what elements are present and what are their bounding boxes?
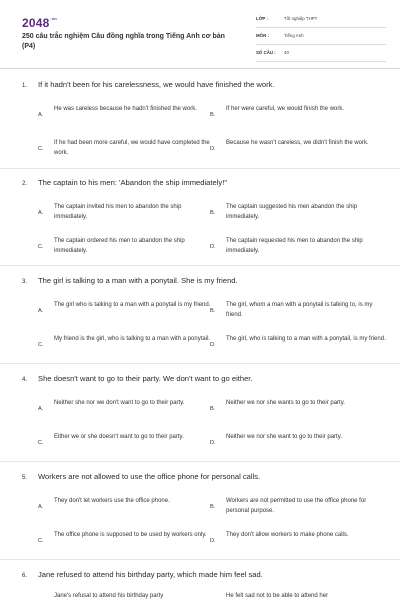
meta-value: 40 [284, 50, 289, 55]
option-letter: D. [210, 342, 216, 348]
option-text: The captain suggested his men abandon the ship immediately. [226, 204, 358, 220]
question-stem [22, 178, 227, 187]
question-text: If it hadn't been for his carelessness, we would have finished the work. [38, 80, 275, 89]
option-letter: D. [210, 146, 216, 152]
option-letter: C. [38, 440, 44, 446]
question-number: 3. [22, 279, 28, 285]
option-letter: C. [38, 538, 44, 544]
option-text: They don't allow workers to make phone calls. [226, 532, 349, 538]
option-text: Workers are not permitted to use the office phone for personal purpose. [226, 498, 367, 514]
option-text: If her were careful, we would finish the work. [226, 106, 345, 112]
question-stem [22, 80, 275, 89]
option-text: The captain invited his men to abandon the ship immediately. [54, 204, 182, 220]
option-letter: A. [38, 210, 44, 216]
question-text: She doesn't want to go to their party. We don't want to go either. [38, 374, 253, 383]
option-c[interactable] [38, 236, 216, 256]
option-b[interactable] [210, 104, 388, 124]
logo-number: 2048 [22, 16, 50, 30]
question-text: The girl is talking to a man with a ponytail. She is my friend. [38, 276, 238, 285]
option-letter: C. [38, 146, 44, 152]
question-number: 4. [22, 377, 28, 383]
option-a[interactable] [38, 300, 216, 320]
option-a[interactable] [38, 496, 216, 516]
question-number: 2. [22, 181, 28, 187]
option-letter: B. [210, 210, 216, 216]
option-d[interactable] [210, 334, 388, 354]
meta-table [256, 14, 386, 65]
question-text: The captain to his men: 'Abandon the ship immediately!" [38, 178, 228, 187]
option-text: Jane's refusal to attend his birthday party [54, 593, 164, 599]
option-letter: B. [210, 504, 216, 510]
option-text: Because he wasn't careless, we didn't finish the work. [226, 140, 369, 146]
meta-key: SỐ CÂU : [256, 50, 276, 55]
option-b[interactable] [210, 496, 388, 516]
option-letter: D. [210, 538, 216, 544]
option-letter: B. [210, 406, 216, 412]
question-number: 5. [22, 475, 28, 481]
meta-value: Tốt nghiệp THPT [284, 16, 318, 21]
option-letter: C. [38, 342, 44, 348]
option-c[interactable] [38, 432, 216, 452]
option-text: Either we or she doesn't want to go to their party. [54, 434, 184, 440]
option-text: The girl, who is talking to a man with a ponytail, is my friend. [226, 336, 386, 342]
divider [0, 168, 400, 169]
question-text: Workers are not allowed to use the office phone for personal calls. [38, 472, 261, 481]
option-b[interactable] [210, 398, 388, 418]
option-letter: A. [38, 112, 44, 118]
option-letter: A. [38, 406, 44, 412]
option-a[interactable] [38, 398, 216, 418]
option-letter: B. [210, 308, 216, 314]
question-text: Jane refused to attend his birthday party, which made him feel sad. [38, 570, 263, 579]
option-text: Neither we nor she want to go to their party. [226, 434, 342, 440]
option-c[interactable] [38, 530, 216, 550]
option-letter: D. [210, 244, 216, 250]
option-d[interactable] [210, 138, 388, 158]
question-number: 6. [22, 573, 28, 579]
option-d[interactable] [210, 530, 388, 550]
option-text: The captain requested his men to abandon the ship immediately. [226, 238, 363, 254]
question-stem [22, 472, 260, 481]
option-text: The captain ordered his men to abandon the ship immediately. [54, 238, 185, 254]
divider [0, 559, 400, 560]
option-text: The girl, whom a man with a ponytail is talking to, is my friend. [226, 302, 373, 318]
option-b[interactable] [210, 300, 388, 320]
option-text: Neither we nor she wants to go to their party. [226, 400, 345, 406]
option-a[interactable] [38, 104, 216, 124]
question-stem [22, 276, 238, 285]
meta-row-count [256, 48, 386, 62]
option-text: My friend is the girl, who is talking to a man with a ponytail. [54, 336, 211, 342]
option-text: They don't let workers use the office phone. [54, 498, 170, 504]
option-letter: A. [38, 504, 44, 510]
option-b[interactable] [210, 202, 388, 222]
option-text: The office phone is supposed to be used by workers only. [54, 532, 207, 538]
option-text: The girl who is talking to a man with a ponytail is my friend. [54, 302, 211, 308]
site-logo[interactable] [22, 16, 57, 30]
option-letter: A. [38, 308, 44, 314]
divider [0, 265, 400, 266]
meta-key: LỚP : [256, 16, 268, 21]
meta-row-subject [256, 31, 386, 45]
option-d[interactable] [210, 236, 388, 256]
option-letter: B. [210, 112, 216, 118]
option-text: He was careless because he hadn't finished the work. [54, 106, 197, 112]
meta-row-class [256, 14, 386, 28]
meta-key: MÔN : [256, 33, 269, 38]
option-c[interactable] [38, 138, 216, 158]
option-letter: D. [210, 440, 216, 446]
divider [0, 461, 400, 462]
option-text: He felt sad not to be able to attend her [226, 593, 329, 599]
question-stem [22, 570, 263, 579]
option-d[interactable] [210, 432, 388, 452]
option-text: If he had been more careful, we would have completed the work. [54, 140, 210, 156]
document-title: 250 câu trắc nghiệm Câu đồng nghĩa trong Tiếng Anh cơ bản (P4) [22, 33, 225, 50]
logo-tld: .vn [50, 16, 57, 21]
option-c[interactable] [38, 334, 216, 354]
question-stem [22, 374, 253, 383]
divider [0, 363, 400, 364]
option-letter: C. [38, 244, 44, 250]
document-header [0, 0, 400, 69]
option-a[interactable] [38, 202, 216, 222]
option-text: Neither she nor we don't want to go to their party. [54, 400, 185, 406]
question-number: 1. [22, 83, 28, 89]
meta-value: Tiếng Anh [284, 33, 304, 38]
